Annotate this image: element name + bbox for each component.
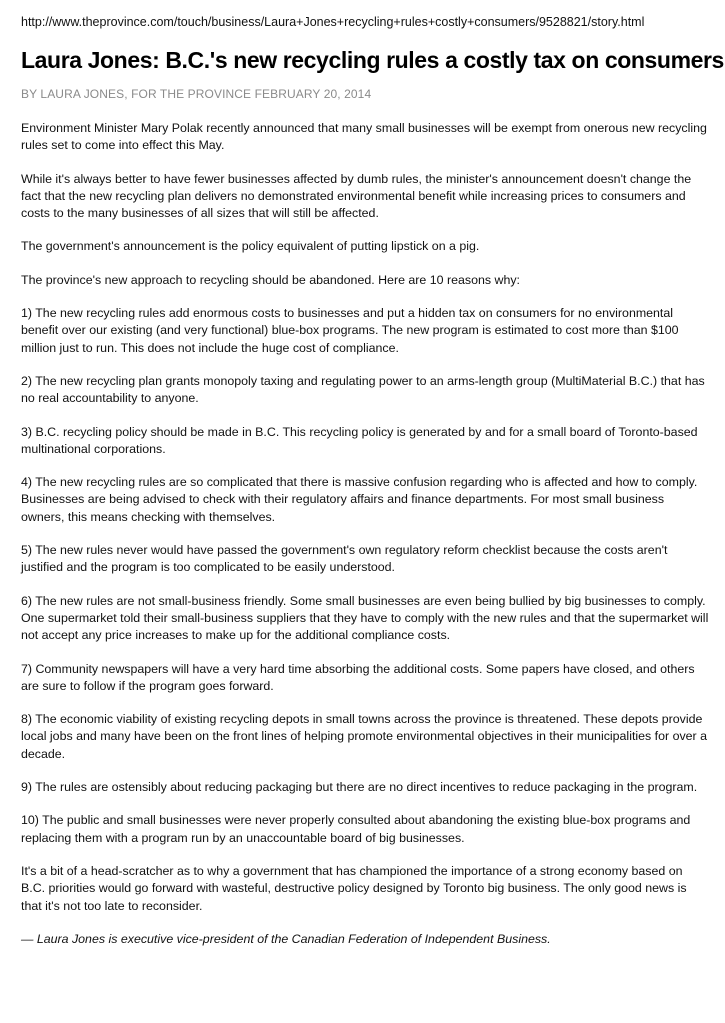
reason-item: 10) The public and small businesses were never properly consulted about abandoning the existing blue-box programs and replacing them with a program run by an unaccountable board of big businesses. — [21, 813, 691, 845]
reason-item: 2) The new recycling plan grants monopoly taxing and regulating power to an arms-length group (MultiMaterial B.C.) that has no real accountability to anyone. — [21, 373, 705, 406]
article-paragraph: The province's new approach to recycling should be abandoned. Here are 10 reasons why: — [21, 272, 520, 287]
reason-item: 5) The new rules never would have passed the government's own regulatory reform checklist because the costs aren't justified and the program is too complicated to be easily understood. — [21, 543, 668, 575]
article-paragraph: It's a bit of a head-scratcher as to why a government that has championed the importance of a strong economy based on B.C. priorities would go forward with wasteful, destructive policy designed by Toronto big business. The only good news is that it's not too late to reconsider. — [21, 863, 687, 913]
reason-item: 6) The new rules are not small-business friendly. Some small businesses are even being bullied by big businesses to comply. One supermarket told their small-business suppliers that they have to comply with the new rules and that the supermarket will not accept any price increases to make up for the additional compliance costs. — [21, 593, 709, 643]
article-page — [21, 14, 724, 964]
reason-item: 1) The new recycling rules add enormous costs to businesses and put a hidden tax on consumers for no environmental benefit over our existing (and very functional) blue-box programs. The new program is estimated to cost more than $100 million just to run. This does not include the huge cost of compliance. — [21, 306, 679, 355]
author-note: — Laura Jones is executive vice-president of the Canadian Federation of Independent Business. — [21, 931, 551, 946]
article-paragraph: While it's always better to have fewer businesses affected by dumb rules, the minister's announcement doesn't change the fact that the new recycling plan delivers no demonstrated environmental benefit while increasing prices to consumers and costs to the many businesses of all sizes that will still be affected. — [21, 171, 692, 221]
article-byline: BY LAURA JONES, FOR THE PROVINCE FEBRUARY 20, 2014 — [21, 87, 372, 101]
reason-item: 8) The economic viability of existing recycling depots in small towns across the province is threatened. These depots provide local jobs and many have been on the front lines of helping promote environmental objectives in their municipalities for over a decade. — [21, 712, 708, 761]
reason-item: 4) The new recycling rules are so complicated that there is massive confusion regarding who is affected and how to comply. Businesses are being advised to check with their regulatory affairs and finance departments. For most small business owners, this means checking with themselves. — [21, 475, 698, 524]
page-url: http://www.theprovince.com/touch/business/Laura+Jones+recycling+rules+costly+consumers/9528821/story.html — [21, 15, 645, 29]
article-body — [21, 120, 709, 948]
reason-item: 7) Community newspapers will have a very hard time absorbing the additional costs. Some papers have closed, and others are sure to follow if the program goes forward. — [21, 661, 695, 693]
reason-item: 9) The rules are ostensibly about reducing packaging but there are no direct incentives to reduce packaging in the program. — [21, 780, 698, 795]
reason-item: 3) B.C. recycling policy should be made in B.C. This recycling policy is generated by and for a small board of Toronto-based multinational corporations. — [21, 424, 698, 456]
article-headline: Laura Jones: B.C.'s new recycling rules a costly tax on consumers — [21, 47, 724, 73]
article-paragraph: Environment Minister Mary Polak recently announced that many small businesses will be exempt from onerous new recycling rules set to come into effect this May. — [21, 121, 707, 153]
article-paragraph: The government's announcement is the policy equivalent of putting lipstick on a pig. — [21, 239, 480, 254]
